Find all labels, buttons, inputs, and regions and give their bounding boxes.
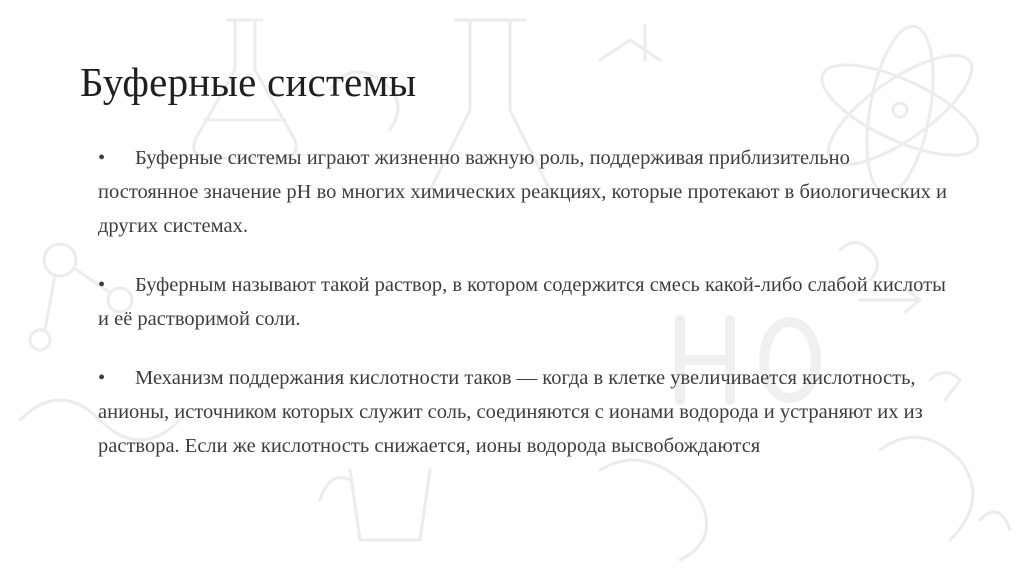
slide-title: Буферные системы (80, 59, 417, 105)
bullet-marker: • (98, 147, 106, 169)
bullet-item-1 (98, 141, 948, 243)
bullet-text: Буферные системы играют жизненно важную роль, поддерживая приблизительно постоянное значение pH во многих химических реакциях, которые протекают в биологических и других системах. (98, 147, 948, 237)
bullet-marker: • (98, 274, 106, 296)
bullet-text: Буферным называют такой раствор, в котором содержится смесь какой-либо слабой кислоты и её растворимой соли. (98, 274, 946, 330)
bullet-item-3 (98, 361, 948, 463)
bullet-text: Механизм поддержания кислотности таков — когда в клетке увеличивается кислотность, анионы, источником которых служит соль, соединяются с ионами водорода и устраняют их из раствора. Если же кислотность снижается, ионы водорода высвобождаются (98, 367, 923, 457)
bullet-item-2 (98, 268, 948, 336)
bullet-marker: • (98, 367, 106, 389)
